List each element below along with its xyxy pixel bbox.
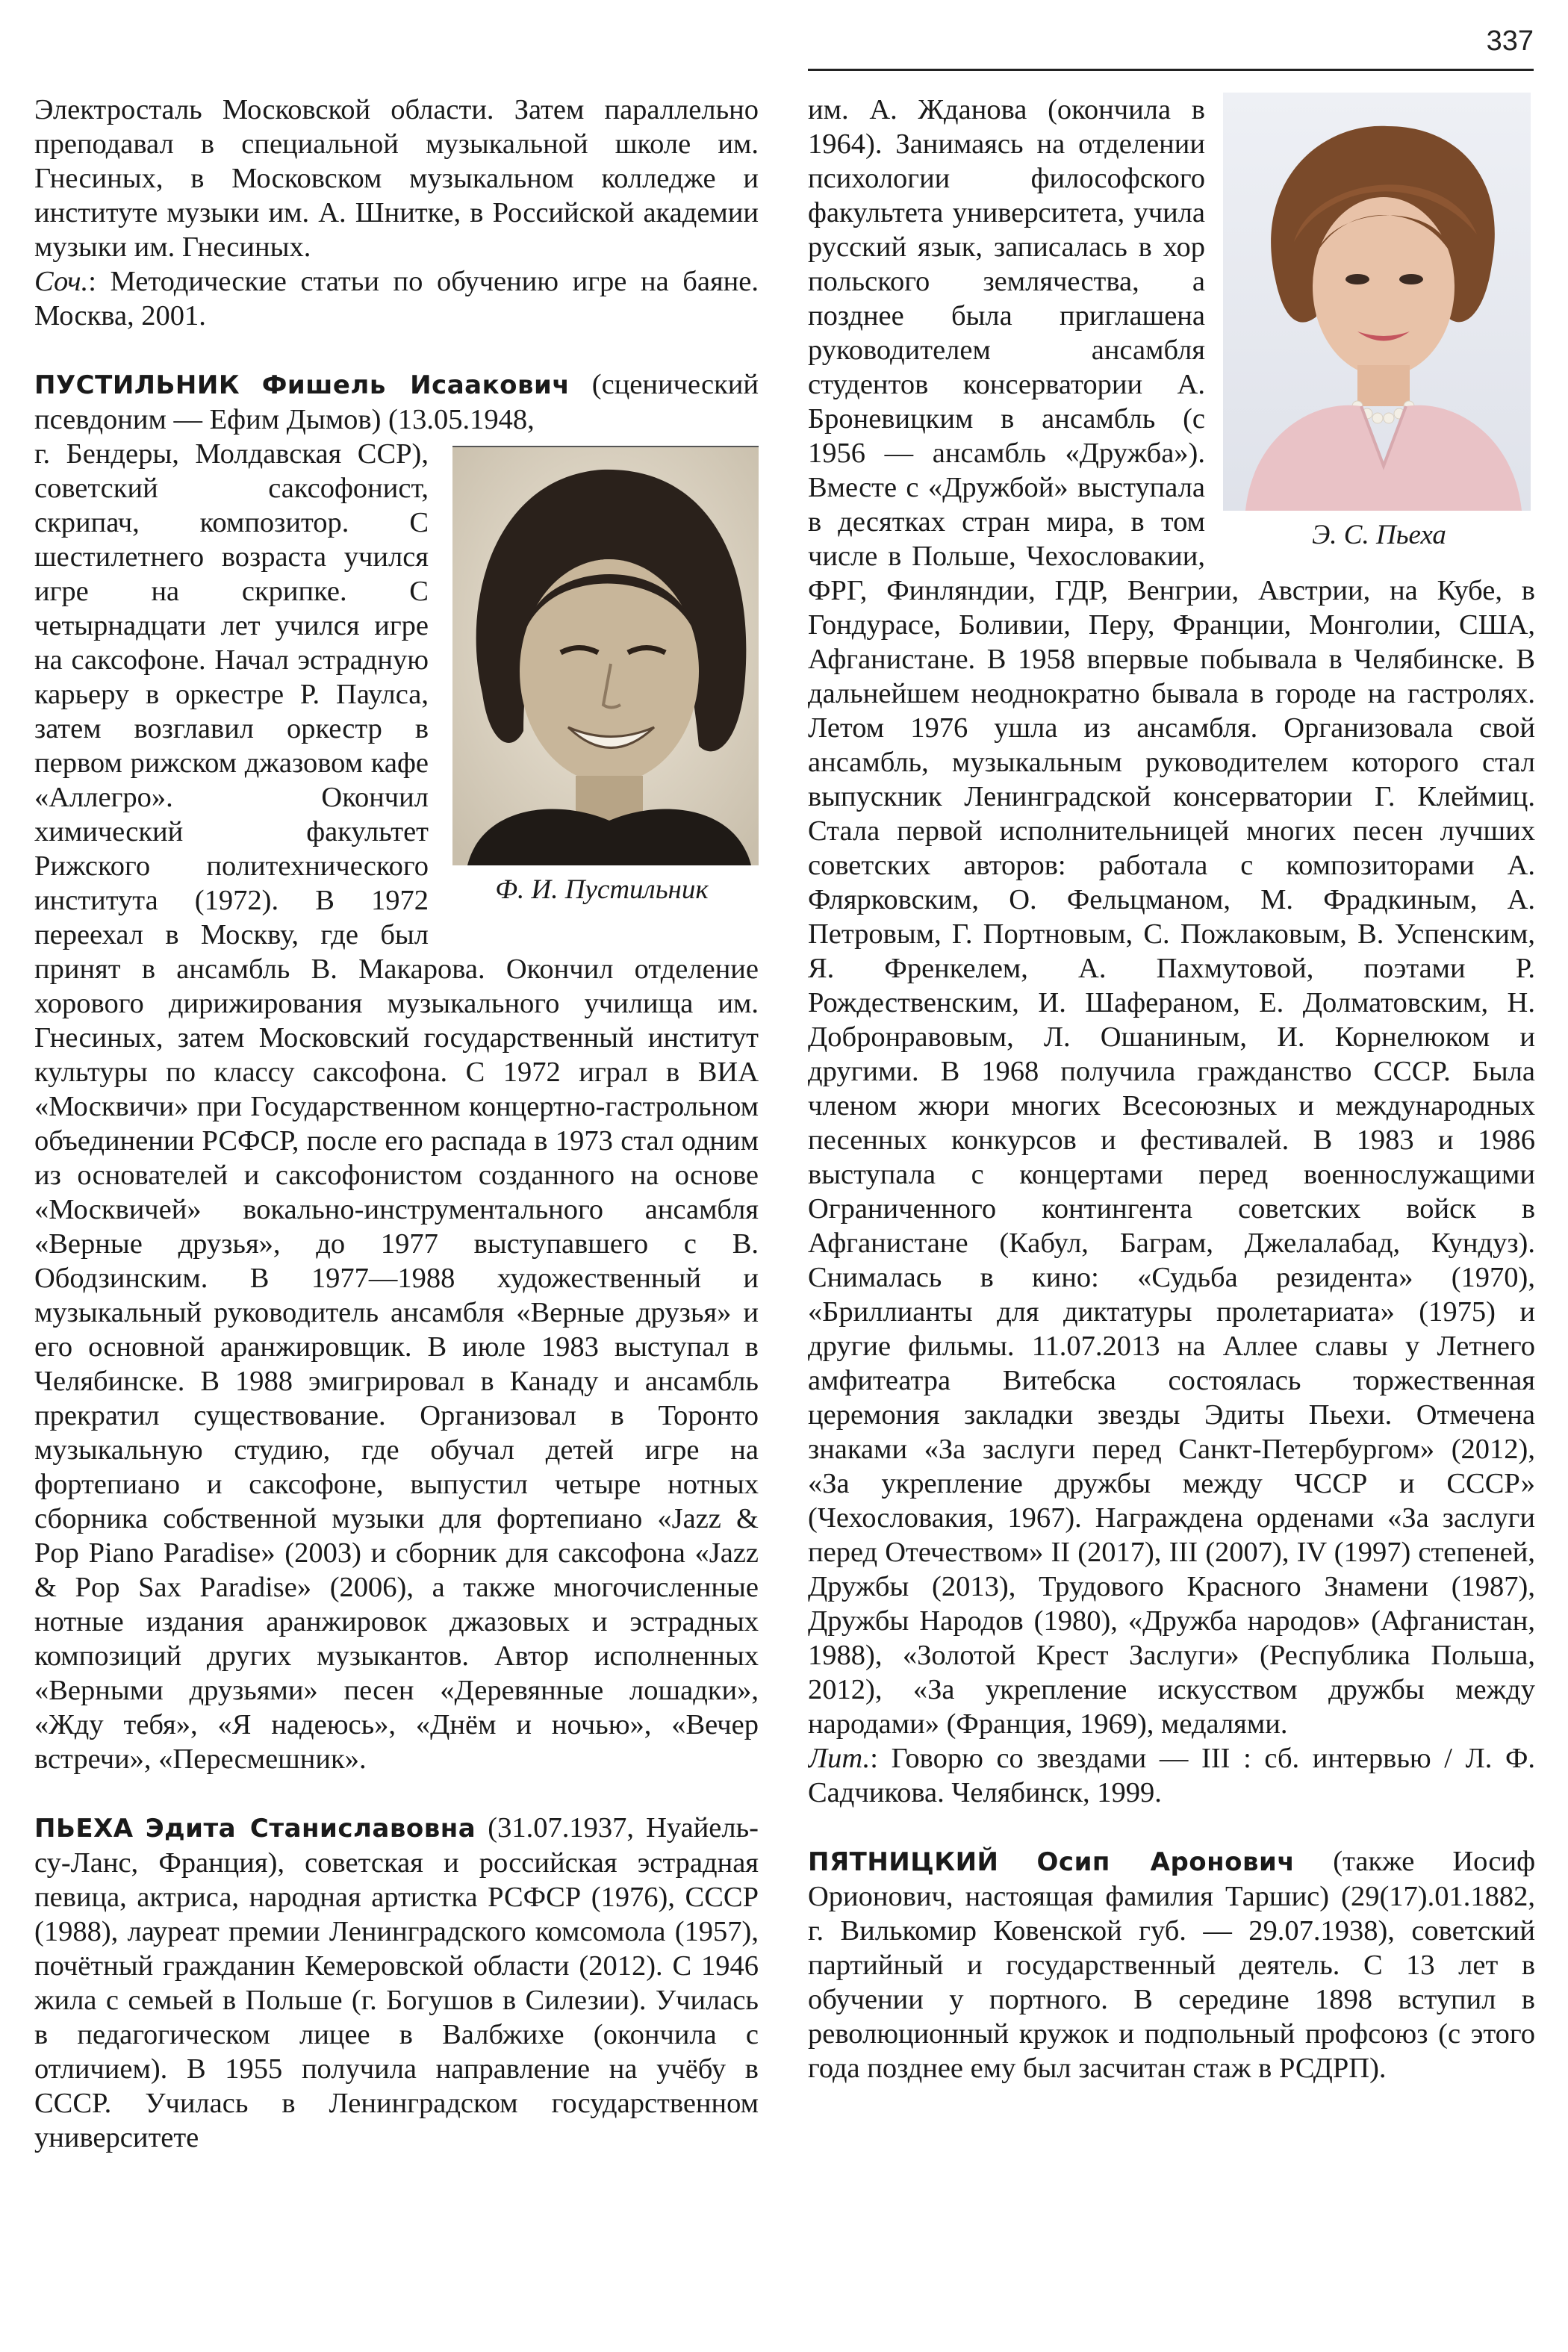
portrait-pustilnik <box>452 446 759 865</box>
entry-text: им. А. Жданова (окончила в 1964). Занимаясь на отделении психологии философского факультета университета, учила русский язык, записалась в хор польского землячества, а позднее была приглашена руководителем ансамбля студентов консерватории А. Броневицким в ансамбль (с 1956 — ансамбль «Дружба»). Вместе с «Дружбой» выступала в десятках стран мира, в том числе в Польше, Чехословакии, ФРГ, Финляндии, ГДР, Венгрии, Австрии, на Кубе, в Гондурасе, Боливии, Перу, Франции, Монголии, США, Афганистане. В 1958 впервые побывала в Челябинске. В дальнейшем неоднократно бывала в городе на гастролях. Летом 1976 ушла из ансамбля. Организовала свой ансамбль, музыкальным руководителем которого стал выпускник Ленинградской консерватории Г. Клеймиц. Стала первой исполнительницей многих песен лучших советских авторов: работала с композиторами А. Флярковским, О. Фельцманом, М. Фрадкиным, А. Петровым, Г. Портновым, С. Пожлаковым, В. Успенским, Я. Френкелем, А. Пахмутовой, поэтами Р. Рождественским, И. Шафераном, Е. Долматовским, Н. Добронравовым, Л. Ошаниным, И. Корнелюком и другими. В 1968 получила гражданство СССР. Была членом жюри многих Всесоюзных и международных песенных конкурсов и фестивалей. В 1983 и 1986 выступала с концертами перед военнослужащими Ограниченного контингента советских войск в Афганистане (Кабул, Баграм, Джелалабад, Кундуз). Снималась в кино: «Судьба резидента» (1970), «Бриллианты для диктатуры пролетариата» (1975) и другие фильмы. 11.07.2013 на Аллее славы у Летнего амфитеатра Витебска состоялась торжественная церемония закладки звезды Эдиты Пьехи. Отмечена знаками «За заслуги перед Санкт-Петербургом» (2012), «За укрепление дружбы между ЧССР и СССР» (Чехословакия, 1967). Награждена орденами «За заслуги перед Отечеством» II (2017), III (2007), IV (1997) степеней, Дружбы (2013), Трудового Красного Знамени (1987), Дружбы Народов (1980), «Дружба народов» (Афганистан, 1988), «Золотой Крест Заслуги» (Республика Польша, 2012), «За укрепление искусством дружбы между народами» (Франция, 1969), медалями. <box>808 94 1535 1740</box>
headword-surname: ПУСТИЛЬНИК <box>34 370 240 400</box>
literature-label: Лит. <box>808 1743 871 1774</box>
portrait-pieha <box>1223 93 1531 511</box>
photo-caption-pustilnik: Ф. И. Пустильник <box>495 874 709 905</box>
literature-text: : Говорю со звездами — III : сб. интервью / Л. Ф. Садчикова. Челябинск, 1999. <box>808 1743 1535 1808</box>
works-label: Соч. <box>34 266 89 297</box>
entry-text: (31.07.1937, Нуайель-су-Ланс, Франция), советская и российская эстрадная певица, актриса, народная артистка РСФСР (1976), СССР (1988), лауреат премии Ленинградского комсомола (1957), почётный гражданин Кемеровской области (2012). С 1946 жила с семьей в Польше (г. Богушов в Силезии). Училась в педагогическом лицее в Валбжихе (окончила с отличием). В 1955 получила направление на учёбу в СССР. Училась в Ленинградском государственном университете <box>34 1812 759 2153</box>
page-number: 337 <box>1486 25 1534 57</box>
right-column <box>808 93 1535 2333</box>
headword-surname: ПЯТНИЦКИЙ <box>808 1847 999 1877</box>
photo-caption-pieha: Э. С. Пьеха <box>1312 520 1446 550</box>
headword-given-names: Фишель Исаакович <box>261 370 570 400</box>
photo-pustilnik <box>445 446 759 924</box>
works-text: : Методические статьи по обучению игре на баяне. Москва, 2001. <box>34 266 759 332</box>
left-column <box>34 93 759 2333</box>
entry-gap <box>34 1776 759 1811</box>
entry-gap <box>34 333 759 367</box>
headword-given-names: Осип Аронович <box>1036 1847 1295 1877</box>
continuation-text: Электросталь Московской области. Затем параллельно преподавал в специальной музыкальной школе им. Гнесиных, в Московском музыкальном колледже и институте музыки им. А. Шнитке, в Российской академии музыки им. Гнесиных. <box>34 94 759 263</box>
entry-gap <box>808 1810 1535 1844</box>
photo-pieha <box>1223 93 1535 561</box>
entry-pyatnitsky <box>808 1844 1535 2085</box>
headword-surname: ПЬЕХА <box>34 1814 134 1844</box>
headword-given-names: Эдита Станиславовна <box>145 1814 476 1844</box>
header-rule <box>808 69 1534 71</box>
entry-pieha <box>34 1811 759 2155</box>
entry-text-part2: г. Бендеры, Молдавская ССР), советский саксофонист, скрипач, композитор. С шестилетнего возраста учился игре на скрипке. С четырнадцати лет учился игре на саксофоне. Начал эстрадную карьеру в оркестре Р. Паулса, затем возглавил оркестр в первом рижском джазовом кафе «Аллегро». Окончил химический факультет Рижского политехнического института (1972). В 1972 переехал в Москву, где был принят в ансамбль В. Макарова. Окончил отделение хорового дирижирования музыкального училища им. Гнесиных, затем Московский государственный институт культуры по классу саксофона. С 1972 играл в ВИА «Москвичи» при Государственном концертно-гастрольном объединении РСФСР, после его распада в 1973 стал одним из основателей и саксофонистом созданного на основе «Москвичей» вокально-инструментального ансамбля «Верные друзья», до 1977 выступавшего с В. Ободзинским. В 1977—1988 художественный и музыкальный руководитель ансамбля «Верные друзья» и его основной аранжировщик. В июле 1983 выступал в Челябинске. В 1988 эмигрировал в Канаду и ансамбль прекратил существование. Организовал в Торонто музыкальную студию, где обучал детей игре на фортепиано и саксофоне, выпустил четыре нотных сборника собственной музыки для фортепиано «Jazz & Pop Piano Paradise» (2003) и сборник для саксофона «Jazz & Pop Sax Paradise» (2006), а также многочисленные нотные издания аранжировок джазовых и эстрадных композиций других музыкантов. Автор исполненных «Верными друзьями» песен «Деревянные лошадки», «Жду тебя», «Я надеюсь», «Днём и ночью», «Вечер встречи», «Пересмешник». <box>34 438 759 1775</box>
entry-text-part1: (сценический псевдоним — Ефим Дымов) (13.05.1948, <box>34 369 759 435</box>
entry-pustilnik <box>34 367 759 437</box>
portrait-pustilnik-image <box>452 447 759 865</box>
portrait-pieha-image <box>1223 93 1531 511</box>
entry-text: (также Иосиф Орионович, настоящая фамилия Таршис) (29(17).01.1882, г. Вилькомир Ковенской губ. — 29.07.1938), советский партийный и государственный деятель. С 13 лет в обучении у портного. В середине 1898 вступил в революционный кружок и подпольный профсоюз (с этого года позднее ему был засчитан стаж в РСДРП). <box>808 1846 1535 2084</box>
entry-continuation <box>34 93 759 333</box>
